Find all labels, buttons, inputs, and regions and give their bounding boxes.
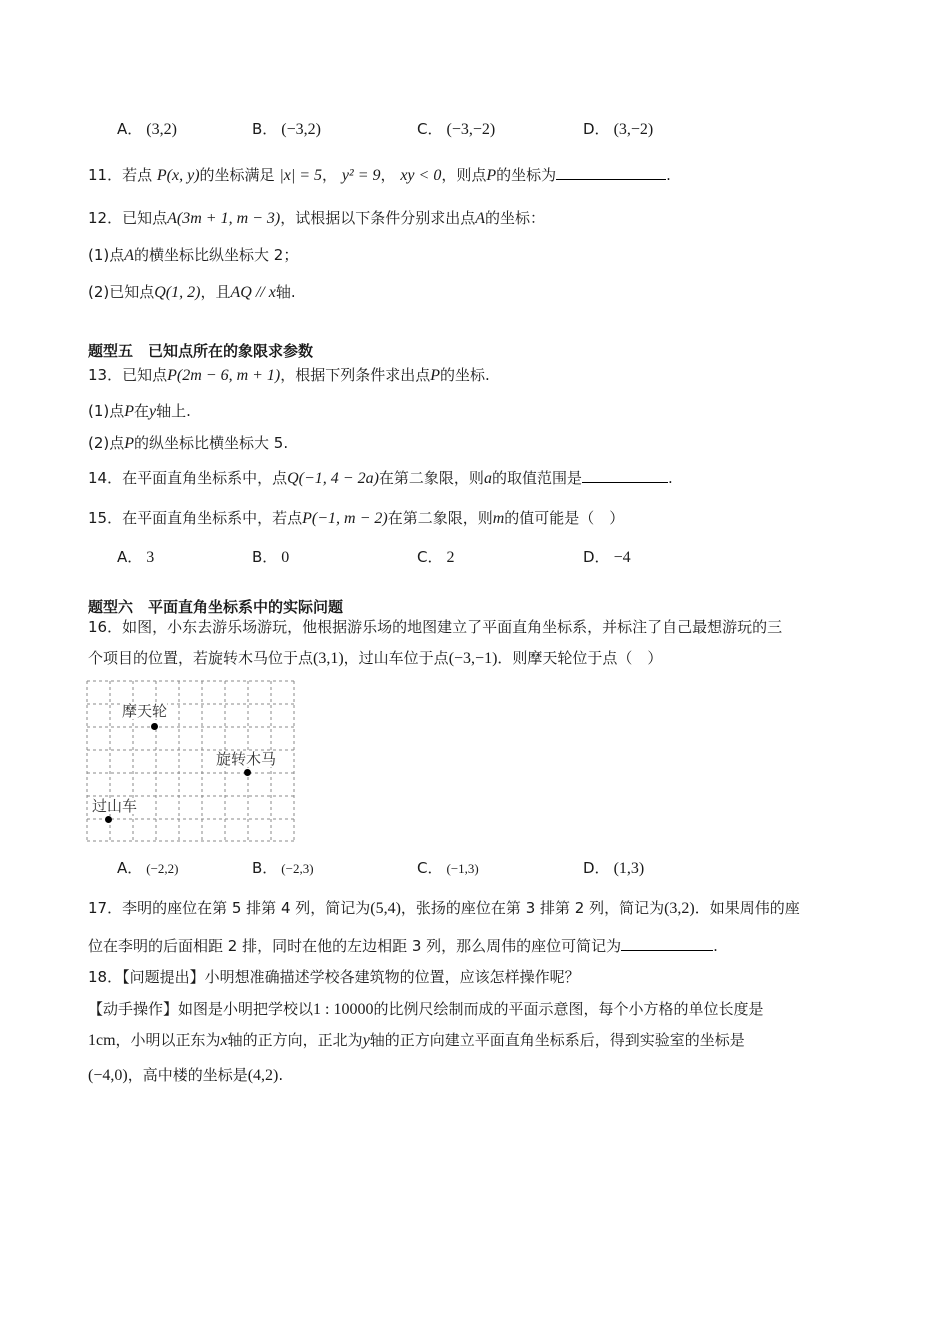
question-text: B．: [252, 120, 278, 138]
question-16-line-2: [88, 647, 662, 670]
question-12-part-2: [88, 281, 296, 304]
math-expression: Q(−1, 4 − 2a): [287, 470, 379, 487]
question-text: 14．: [88, 469, 123, 487]
carousel-point: [244, 769, 251, 776]
math-expression: a: [483, 470, 492, 487]
question-text: (−2,2): [146, 861, 179, 876]
math-expression: P: [124, 403, 135, 420]
question-text: 16．: [88, 618, 123, 636]
question-text: (3,2): [146, 121, 177, 138]
question-text: 的横坐标比纵坐标大 2；: [134, 246, 299, 264]
question-text: 的坐标.: [440, 366, 490, 384]
question-text: 的坐标满足: [199, 166, 275, 184]
option-b: [252, 118, 321, 139]
question-text: A．: [117, 120, 143, 138]
math-expression: y² = 9: [341, 167, 381, 184]
question-text: ，试根据以下条件分别求出点: [280, 209, 476, 227]
math-expression: y: [149, 403, 157, 420]
question-text: 的坐标：: [485, 209, 546, 227]
math-expression: (5,4): [370, 900, 401, 917]
question-text: ，过山车位于点: [343, 649, 449, 667]
question-13-part-1: [88, 400, 191, 423]
math-expression: 1cm: [88, 1032, 116, 1049]
ferris-wheel-point: [151, 723, 158, 730]
question-text: 的值可能是（ ）: [504, 509, 625, 527]
question-text: .: [713, 937, 718, 955]
question-text: 的取值范围是: [491, 469, 582, 487]
question-18-line-3: [88, 1029, 745, 1052]
math-expression: P: [430, 367, 441, 384]
carousel-label: 旋转木马: [216, 750, 277, 768]
question-11: [88, 163, 671, 187]
question-text: D．: [583, 120, 610, 138]
question-text: 12．: [88, 209, 123, 227]
math-expression: A(3m + 1, m − 3): [167, 210, 281, 227]
question-text: 个项目的位置，若旋转木马位于点: [88, 649, 314, 667]
question-17-line-2: [88, 934, 718, 957]
math-expression: (3,2): [664, 900, 695, 917]
math-expression: P: [486, 167, 497, 184]
question-text: 的坐标为: [496, 166, 557, 184]
math-expression: AQ // x: [230, 284, 276, 301]
question-text: ，张扬的座位在第 3 排第 2 列，简记为: [400, 899, 665, 917]
q10-options: [0, 118, 950, 144]
question-12-part-1: [88, 244, 298, 267]
question-text: C．: [417, 120, 443, 138]
question-text: (−3,−2): [446, 121, 496, 138]
option-d: [583, 546, 631, 567]
question-text: 0: [281, 549, 290, 566]
question-text: A．: [117, 859, 143, 877]
question-text: 【动手操作】如图是小明把学校以: [88, 1000, 314, 1018]
math-expression: P(x, y): [156, 167, 200, 184]
question-text: (−2,3): [281, 861, 314, 876]
question-text: C．: [417, 859, 443, 877]
question-text: ，小明以正东为: [115, 1031, 221, 1049]
question-text: ，根据下列条件求出点: [280, 366, 431, 384]
question-text: 如图，小东去游乐场游玩，他根据游乐场的地图建立了平面直角坐标系，并标注了自己最想游玩的三: [122, 618, 783, 636]
question-text: 在平面直角坐标系中，点: [122, 469, 288, 487]
math-expression: (4,2): [247, 1067, 279, 1084]
question-13-part-2: [88, 432, 288, 455]
question-text: ，高中楼的坐标是: [127, 1066, 248, 1084]
ferris-wheel-label: 摩天轮: [122, 702, 168, 720]
question-text: ，则点: [441, 166, 487, 184]
option-c: [417, 857, 479, 878]
math-expression: P(2m − 6, m + 1): [167, 367, 281, 384]
question-text: A．: [117, 548, 143, 566]
math-expression: (−3,−1): [448, 650, 498, 667]
math-expression: x: [220, 1032, 228, 1049]
question-text: 18．: [88, 968, 123, 986]
question-text: ，: [322, 166, 338, 184]
question-text: (1)点: [88, 246, 125, 264]
question-text: 【问题提出】小明想准确描述学校各建筑物的位置，应该怎样操作呢？: [122, 968, 580, 986]
option-d: [583, 857, 644, 878]
question-text: 轴上.: [156, 402, 191, 420]
answer-blank: [556, 163, 666, 180]
question-text: 在: [134, 402, 150, 420]
question-text: 13．: [88, 366, 123, 384]
question-text: ．则摩天轮位于点（ ）: [497, 649, 663, 667]
question-text: −4: [613, 549, 631, 566]
question-text: 在第二象限，则: [387, 509, 493, 527]
question-text: 李明的座位在第 5 排第 4 列，简记为: [122, 899, 371, 917]
question-text: 11．: [88, 166, 123, 184]
amusement-park-grid-map: [86, 680, 296, 842]
math-expression: xy < 0: [400, 167, 442, 184]
option-d: [583, 118, 653, 139]
question-18-line-1: [88, 966, 580, 988]
q15-options: [0, 546, 950, 572]
question-text: (3,−2): [613, 121, 654, 138]
question-text: 的纵坐标比横坐标大 5.: [134, 434, 289, 452]
question-13: [88, 364, 490, 387]
question-text: 2: [446, 549, 455, 566]
question-text: 在第二象限，则: [378, 469, 484, 487]
question-14: [88, 466, 673, 490]
question-text: D．: [583, 859, 610, 877]
option-b: [252, 546, 289, 567]
question-12: [88, 207, 545, 230]
question-text: ．如果周伟的座: [694, 899, 800, 917]
option-c: [417, 118, 495, 139]
roller-coaster-point: [105, 816, 112, 823]
math-expression: (3,1): [313, 650, 344, 667]
question-text: 轴的正方向建立平面直角坐标系后，得到实验室的坐标是: [369, 1031, 745, 1049]
question-text: (−3,2): [281, 121, 321, 138]
option-b: [252, 857, 314, 878]
math-expression: |x| = 5: [279, 167, 323, 184]
option-a: [117, 118, 177, 139]
question-text: 3: [146, 549, 155, 566]
question-text: B．: [252, 548, 278, 566]
question-text: (1)点: [88, 402, 125, 420]
question-text: 轴的正方向，正北为: [227, 1031, 363, 1049]
option-a: [117, 546, 154, 567]
question-text: 位在李明的后面相距 2 排，同时在他的左边相距 3 列，那么周伟的座位可简记为: [88, 937, 622, 955]
question-text: 17．: [88, 899, 123, 917]
question-text: ，: [380, 166, 396, 184]
question-text: 的比例尺绘制而成的平面示意图，每个小方格的单位长度是: [373, 1000, 764, 1018]
question-text: 若点: [122, 166, 153, 184]
section-heading-5: 题型五 已知点所在的象限求参数: [88, 342, 314, 360]
question-text: B．: [252, 859, 278, 877]
section-heading-6: 题型六 平面直角坐标系中的实际问题: [88, 598, 344, 616]
math-expression: P(−1, m − 2): [302, 510, 388, 527]
question-text: (2)点: [88, 434, 125, 452]
question-text: D．: [583, 548, 610, 566]
question-text: (2)已知点: [88, 283, 155, 301]
math-expression: 1 : 10000: [313, 1001, 374, 1018]
question-text: .: [667, 469, 673, 487]
question-text: 已知点: [122, 209, 168, 227]
question-18-line-4: [88, 1064, 283, 1087]
answer-blank: [582, 466, 668, 483]
math-expression: A: [124, 247, 135, 264]
question-18-line-2: [88, 998, 763, 1021]
question-text: ，且: [200, 283, 231, 301]
math-expression: m: [492, 510, 505, 527]
question-text: C．: [417, 548, 443, 566]
question-text: 在平面直角坐标系中，若点: [122, 509, 303, 527]
answer-blank: [621, 934, 713, 951]
question-text: .: [666, 166, 671, 184]
question-text: (−1,3): [446, 861, 479, 876]
question-17-line-1: [88, 897, 800, 920]
question-16-line-1: [88, 616, 782, 638]
math-expression: A: [475, 210, 486, 227]
question-text: 轴.: [275, 283, 296, 301]
question-text: (1,3): [613, 860, 645, 877]
math-expression: (−4,0): [88, 1067, 128, 1084]
option-a: [117, 857, 179, 878]
math-expression: y: [362, 1032, 370, 1049]
question-15: [88, 507, 624, 530]
math-expression: Q(1, 2): [154, 284, 201, 301]
roller-coaster-label: 过山车: [92, 797, 138, 815]
math-expression: P: [124, 435, 135, 452]
question-text: .: [278, 1066, 284, 1084]
option-c: [417, 546, 454, 567]
question-text: 15．: [88, 509, 123, 527]
question-text: 已知点: [122, 366, 168, 384]
q16-options: [0, 857, 950, 883]
